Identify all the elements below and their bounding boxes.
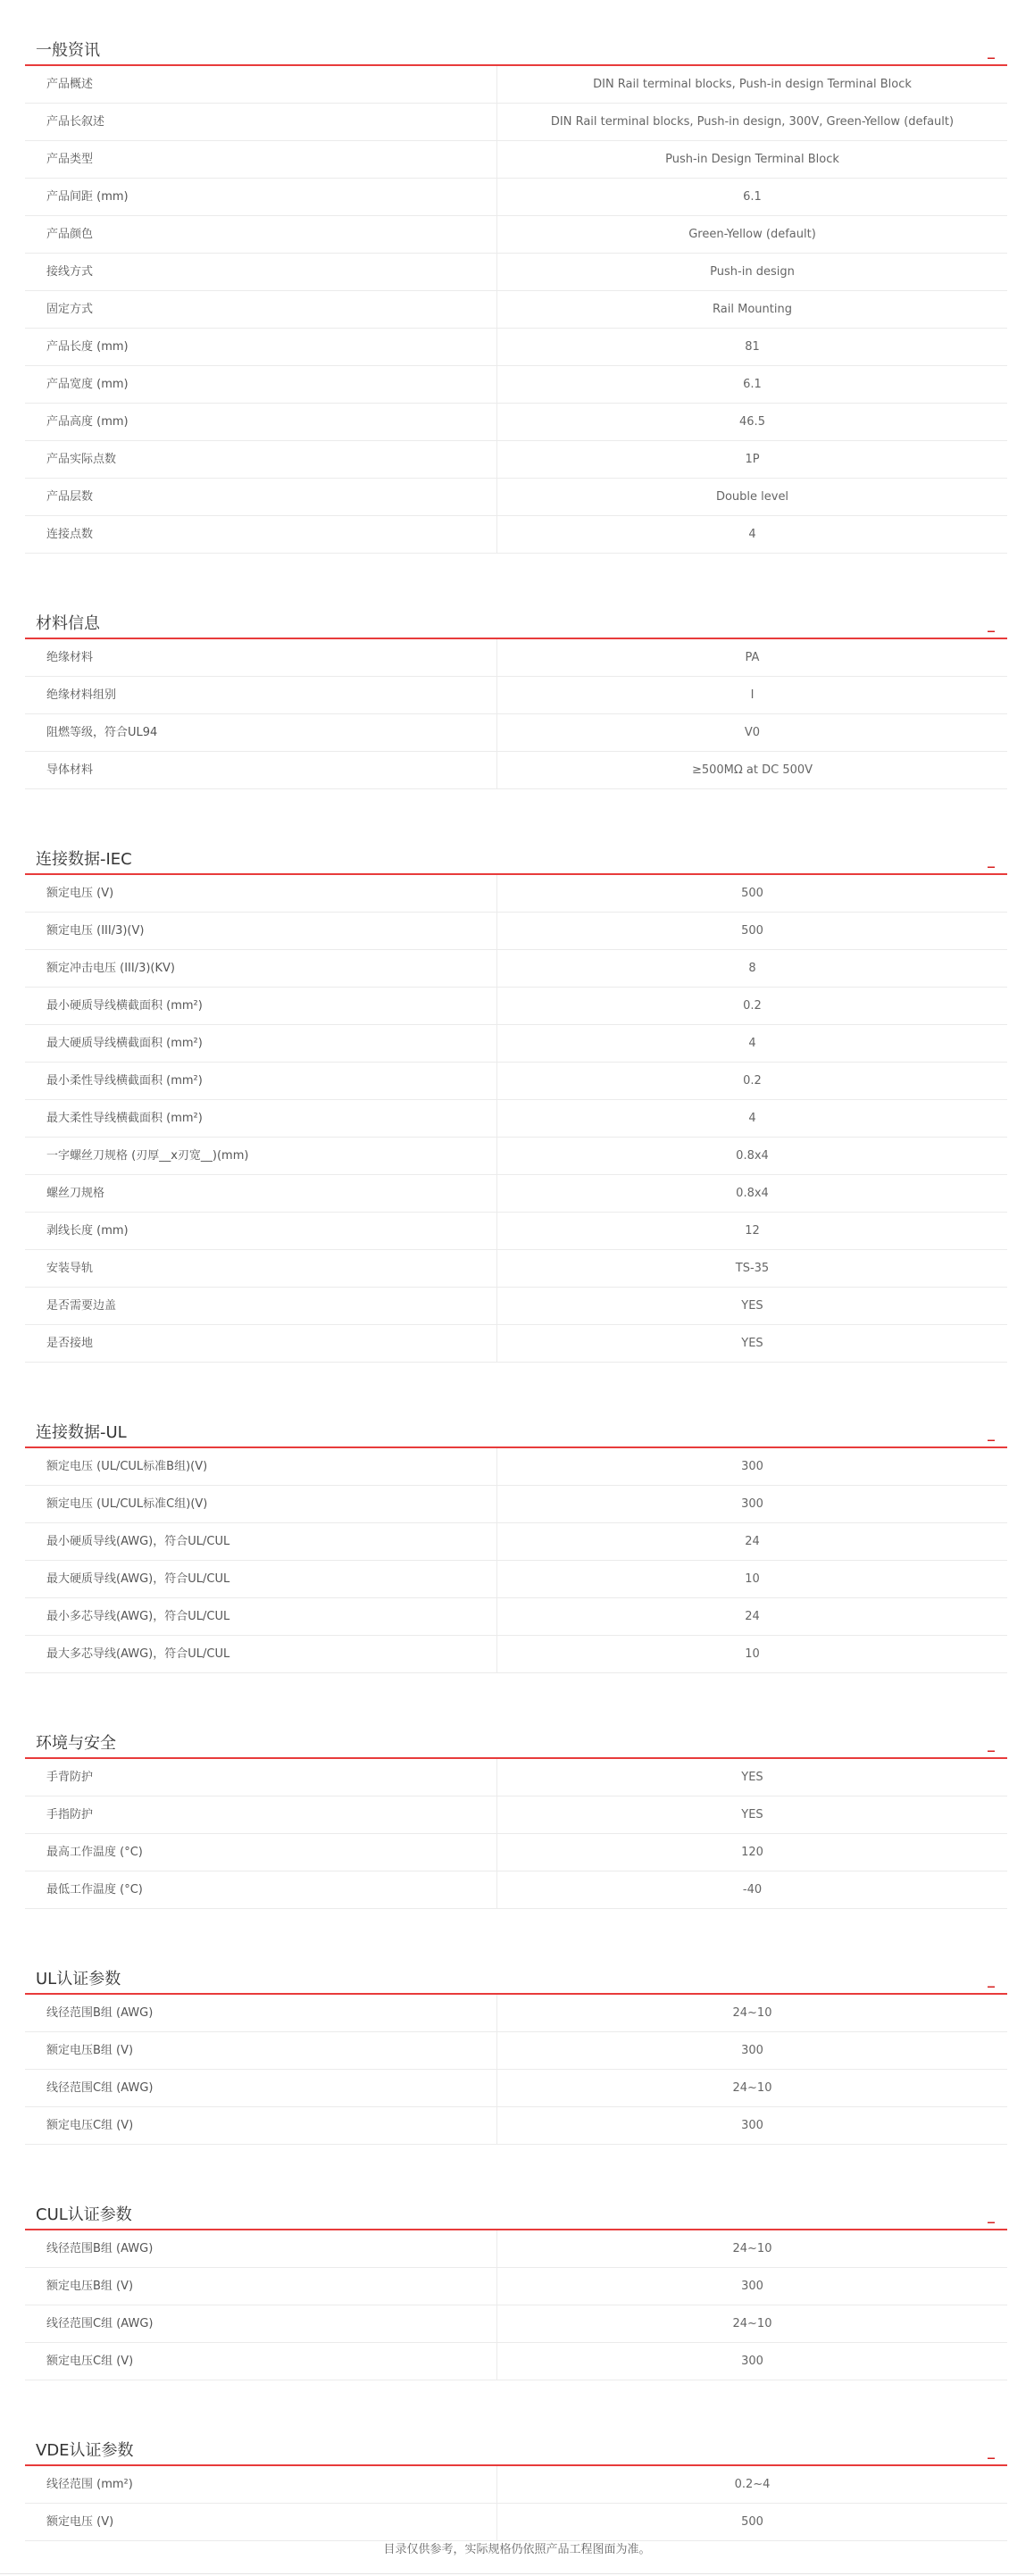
section-title: 环境与安全: [36, 1734, 116, 1753]
row-label: 产品概述: [25, 66, 497, 103]
table-row: [25, 988, 1007, 1025]
table-row: [25, 1448, 1007, 1486]
row-label: 是否需要边盖: [25, 1288, 497, 1324]
table-row: [25, 404, 1007, 441]
spec-section: [25, 2414, 1007, 2541]
table-row: [25, 1561, 1007, 1598]
footer-note: 目录仅供参考，实际规格仍依照产品工程图面为准。: [383, 2543, 651, 2556]
row-label: 产品宽度 (mm): [25, 366, 497, 403]
table-row: [25, 752, 1007, 789]
table-row: [25, 179, 1007, 216]
section-title: CUL认证参数: [36, 2205, 132, 2224]
spec-section: [25, 14, 1007, 554]
row-value: 24~10: [732, 2081, 772, 2095]
table-row: [25, 2305, 1007, 2343]
row-value: DIN Rail terminal blocks, Push-in design, 300V, Green-Yellow (default): [550, 115, 955, 129]
row-value: Push-in Design Terminal Block: [665, 153, 839, 166]
spec-section: [25, 823, 1007, 1363]
spec-table: [25, 1995, 1007, 2145]
table-row: [25, 1598, 1007, 1636]
table-row: [25, 1995, 1007, 2032]
row-label: 线径范围C组 (AWG): [25, 2070, 497, 2106]
row-label: 额定电压 (V): [25, 875, 497, 912]
row-value: 500: [741, 887, 763, 900]
row-label: 产品高度 (mm): [25, 404, 497, 440]
row-label: 额定电压C组 (V): [25, 2343, 497, 2380]
spec-table: [25, 2230, 1007, 2380]
row-value: YES: [741, 1771, 763, 1784]
row-value: TS-35: [735, 1262, 770, 1275]
row-label: 线径范围B组 (AWG): [25, 2230, 497, 2267]
spec-section: [25, 1707, 1007, 1909]
section-title: 材料信息: [36, 614, 100, 633]
table-row: [25, 1636, 1007, 1673]
row-label: 最大柔性导线横截面积 (mm²): [25, 1100, 497, 1137]
collapse-toggle-button[interactable]: _: [988, 1971, 995, 1988]
row-label: 剥线长度 (mm): [25, 1213, 497, 1249]
section-title: VDE认证参数: [36, 2441, 134, 2460]
collapse-toggle-button[interactable]: _: [988, 2442, 995, 2459]
row-value: Push-in design: [710, 265, 795, 279]
row-label: 一字螺丝刀规格 (刃厚__x刃宽__)(mm): [25, 1138, 497, 1174]
collapse-toggle-button[interactable]: _: [988, 2206, 995, 2223]
table-row: [25, 1872, 1007, 1909]
table-row: [25, 714, 1007, 752]
table-row: [25, 2466, 1007, 2504]
collapse-toggle-button[interactable]: _: [988, 851, 995, 868]
table-row: [25, 2107, 1007, 2145]
table-row: [25, 366, 1007, 404]
table-row: [25, 216, 1007, 254]
row-label: 额定电压C组 (V): [25, 2107, 497, 2144]
section-header: [25, 2414, 1007, 2466]
spec-table: [25, 875, 1007, 1363]
row-label: 线径范围B组 (AWG): [25, 1995, 497, 2031]
spec-table: [25, 66, 1007, 554]
table-row: [25, 639, 1007, 677]
row-label: 线径范围C组 (AWG): [25, 2305, 497, 2342]
collapse-toggle-button[interactable]: _: [988, 42, 995, 59]
row-label: 连接点数: [25, 516, 497, 553]
table-row: [25, 2230, 1007, 2268]
row-label: 最小硬质导线(AWG)，符合UL/CUL: [25, 1523, 497, 1560]
row-value: 300: [741, 1460, 763, 1473]
row-value: 24~10: [732, 2317, 772, 2330]
row-label: 产品颜色: [25, 216, 497, 253]
row-value: Rail Mounting: [713, 303, 792, 316]
table-row: [25, 329, 1007, 366]
table-row: [25, 2070, 1007, 2107]
spec-table: [25, 1759, 1007, 1909]
collapse-toggle-button[interactable]: _: [988, 615, 995, 632]
table-row: [25, 1138, 1007, 1175]
table-row: [25, 1288, 1007, 1325]
table-row: [25, 441, 1007, 479]
row-label: 产品长叙述: [25, 104, 497, 140]
row-value: 24: [745, 1535, 760, 1548]
section-header: [25, 588, 1007, 639]
spec-section: [25, 2179, 1007, 2380]
row-label: 产品长度 (mm): [25, 329, 497, 365]
table-row: [25, 104, 1007, 141]
row-value: 500: [741, 2515, 763, 2529]
table-row: [25, 1797, 1007, 1834]
section-header: [25, 1707, 1007, 1759]
collapse-toggle-button[interactable]: _: [988, 1735, 995, 1752]
row-label: 产品实际点数: [25, 441, 497, 478]
row-label: 最高工作温度 (°C): [25, 1834, 497, 1871]
section-header: [25, 1943, 1007, 1995]
section-header: [25, 1396, 1007, 1448]
row-value: 300: [741, 1497, 763, 1511]
row-label: 绝缘材料组别: [25, 677, 497, 713]
row-value: 4: [748, 1112, 756, 1125]
row-label: 额定电压 (UL/CUL标准B组)(V): [25, 1448, 497, 1485]
row-label: 额定电压B组 (V): [25, 2268, 497, 2305]
row-value: 81: [745, 340, 760, 354]
table-row: [25, 1063, 1007, 1100]
table-row: [25, 1250, 1007, 1288]
table-row: [25, 66, 1007, 104]
row-value: YES: [741, 1808, 763, 1822]
collapse-toggle-button[interactable]: _: [988, 1424, 995, 1441]
row-value: 24~10: [732, 2242, 772, 2255]
row-label: 线径范围 (mm²): [25, 2466, 497, 2503]
table-row: [25, 254, 1007, 291]
table-row: [25, 1025, 1007, 1063]
row-value: 6.1: [743, 378, 762, 391]
row-value: -40: [742, 1883, 763, 1897]
row-label: 产品类型: [25, 141, 497, 178]
section-title: 一般资讯: [36, 41, 100, 60]
table-row: [25, 1100, 1007, 1138]
row-value: 300: [741, 2119, 763, 2132]
row-value: 24~10: [732, 2006, 772, 2020]
spec-section: [25, 1943, 1007, 2145]
row-value: 46.5: [739, 415, 765, 429]
row-value: 24: [745, 1610, 760, 1623]
row-label: 额定电压 (III/3)(V): [25, 913, 497, 949]
row-value: 0.2: [743, 999, 762, 1013]
row-value: 120: [741, 1846, 763, 1859]
row-label: 导体材料: [25, 752, 497, 788]
table-row: [25, 516, 1007, 554]
row-value: DIN Rail terminal blocks, Push-in design Terminal Block: [593, 78, 912, 91]
table-row: [25, 1175, 1007, 1213]
row-label: 最小硬质导线横截面积 (mm²): [25, 988, 497, 1024]
footer-divider: [0, 2573, 1034, 2574]
table-row: [25, 875, 1007, 913]
row-value: PA: [745, 651, 760, 664]
row-label: 额定冲击电压 (III/3)(KV): [25, 950, 497, 987]
table-row: [25, 913, 1007, 950]
section-title: 连接数据-IEC: [36, 850, 132, 869]
row-label: 最大硬质导线横截面积 (mm²): [25, 1025, 497, 1062]
row-label: 最大硬质导线(AWG)，符合UL/CUL: [25, 1561, 497, 1597]
row-value: 500: [741, 924, 763, 938]
row-label: 接线方式: [25, 254, 497, 290]
table-row: [25, 1759, 1007, 1797]
row-value: 10: [745, 1572, 760, 1586]
row-label: 最小柔性导线横截面积 (mm²): [25, 1063, 497, 1099]
row-value: V0: [744, 726, 761, 739]
section-title: UL认证参数: [36, 1970, 121, 1988]
row-value: 300: [741, 2044, 763, 2057]
spec-table: [25, 2466, 1007, 2541]
row-label: 最大多芯导线(AWG)，符合UL/CUL: [25, 1636, 497, 1672]
row-label: 阻燃等级，符合UL94: [25, 714, 497, 751]
row-value: 10: [745, 1647, 760, 1661]
row-value: 6.1: [743, 190, 762, 204]
row-value: 4: [748, 1037, 756, 1050]
row-label: 额定电压 (V): [25, 2504, 497, 2540]
table-row: [25, 1325, 1007, 1363]
spec-section: [25, 588, 1007, 789]
section-title: 连接数据-UL: [36, 1423, 127, 1442]
row-value: Green-Yellow (default): [688, 228, 816, 241]
table-row: [25, 141, 1007, 179]
row-label: 手指防护: [25, 1797, 497, 1833]
row-value: 1P: [745, 453, 760, 466]
row-value: 0.2~4: [734, 2478, 771, 2491]
row-label: 固定方式: [25, 291, 497, 328]
spec-table: [25, 1448, 1007, 1673]
row-label: 手背防护: [25, 1759, 497, 1796]
row-value: 300: [741, 2355, 763, 2368]
table-row: [25, 2268, 1007, 2305]
row-label: 螺丝刀规格: [25, 1175, 497, 1212]
section-header: [25, 2179, 1007, 2230]
table-row: [25, 950, 1007, 988]
row-value: YES: [741, 1337, 763, 1350]
row-label: 是否接地: [25, 1325, 497, 1362]
section-header: [25, 14, 1007, 66]
row-label: 最低工作温度 (°C): [25, 1872, 497, 1908]
table-row: [25, 1486, 1007, 1523]
row-value: 8: [748, 962, 756, 975]
table-row: [25, 479, 1007, 516]
row-value: 0.2: [743, 1074, 762, 1088]
row-value: ≥500MΩ at DC 500V: [691, 763, 813, 777]
row-value: 12: [745, 1224, 760, 1238]
table-row: [25, 2032, 1007, 2070]
table-row: [25, 677, 1007, 714]
row-label: 额定电压B组 (V): [25, 2032, 497, 2069]
table-row: [25, 2343, 1007, 2380]
row-label: 产品层数: [25, 479, 497, 515]
table-row: [25, 1523, 1007, 1561]
row-label: 额定电压 (UL/CUL标准C组)(V): [25, 1486, 497, 1522]
row-value: 300: [741, 2280, 763, 2293]
row-value: 0.8x4: [736, 1149, 769, 1163]
table-row: [25, 2504, 1007, 2541]
row-value: YES: [741, 1299, 763, 1313]
row-label: 绝缘材料: [25, 639, 497, 676]
row-value: 0.8x4: [736, 1187, 769, 1200]
row-value: 4: [748, 528, 756, 541]
spec-table: [25, 639, 1007, 789]
row-label: 产品间距 (mm): [25, 179, 497, 215]
table-row: [25, 1834, 1007, 1872]
table-row: [25, 1213, 1007, 1250]
row-value: Double level: [715, 490, 789, 504]
section-header: [25, 823, 1007, 875]
spec-section: [25, 1396, 1007, 1673]
row-value: I: [750, 688, 755, 702]
row-label: 安装导轨: [25, 1250, 497, 1287]
table-row: [25, 291, 1007, 329]
row-label: 最小多芯导线(AWG)，符合UL/CUL: [25, 1598, 497, 1635]
